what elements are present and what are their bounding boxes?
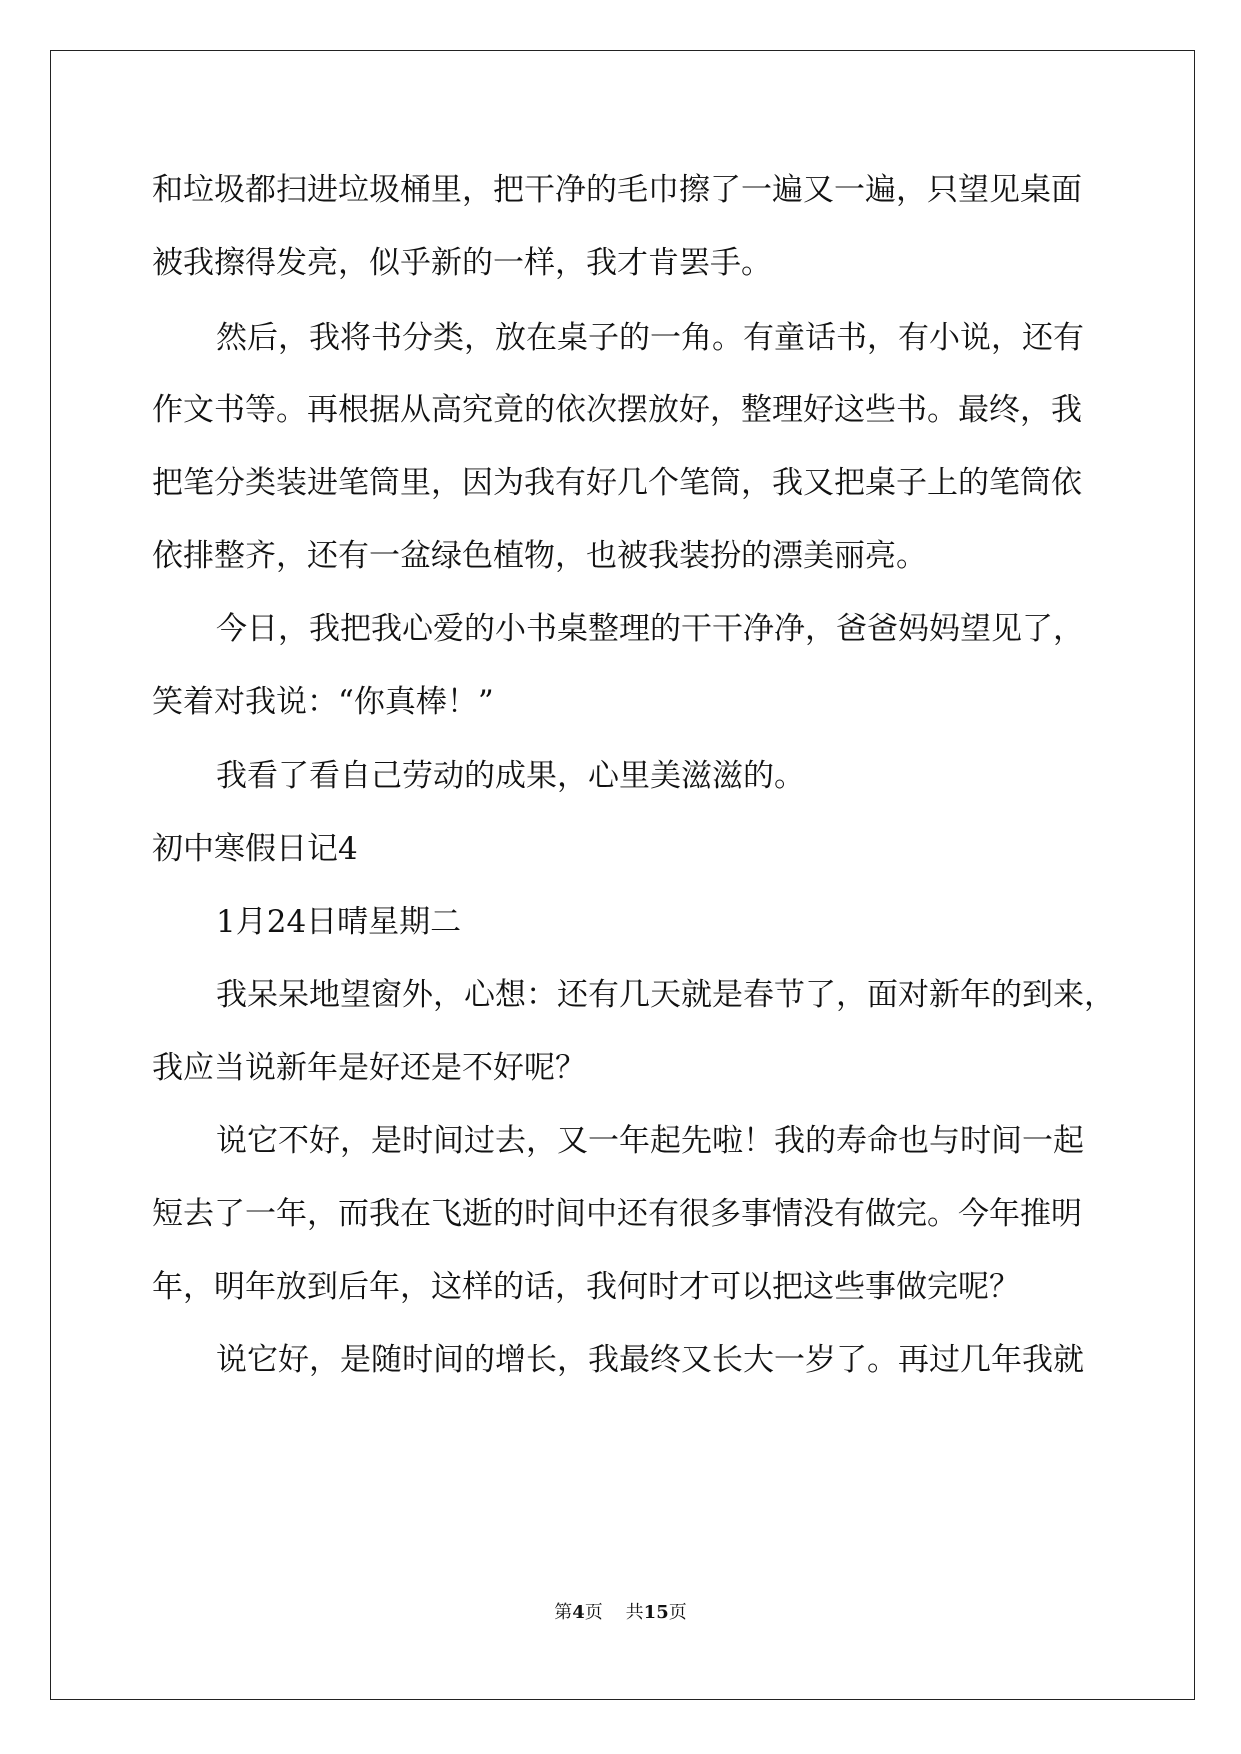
text-line: 和垃圾都扫进垃圾桶里，把干净的毛巾擦了一遍又一遍，只望见桌面: [152, 172, 1082, 208]
text-line: 依排整齐，还有一盆绿色植物，也被我装扮的漂美丽亮。: [152, 538, 927, 574]
text-line: 1月24日晴星期二: [216, 904, 462, 940]
page-border: [50, 50, 1195, 1700]
page-prefix: 第: [554, 1602, 573, 1623]
text-line: 初中寒假日记4: [152, 831, 358, 867]
page-footer: [0, 1598, 1241, 1624]
text-line: 笑着对我说：“你真棒！”: [152, 684, 494, 720]
text-line: 我看了看自己劳动的成果，心里美滋滋的。: [216, 758, 805, 794]
page-suffix: 页: [584, 1602, 603, 1623]
text-line: 然后，我将书分类，放在桌子的一角。有童话书，有小说，还有: [216, 320, 1084, 356]
total-suffix: 页: [668, 1602, 687, 1623]
text-line: 短去了一年，而我在飞逝的时间中还有很多事情没有做完。今年推明: [152, 1196, 1082, 1232]
text-line: 把笔分类装进笔筒里，因为我有好几个笔筒，我又把桌子上的笔筒依: [152, 465, 1082, 501]
text-line: 我呆呆地望窗外，心想：还有几天就是春节了，面对新年的到来，: [216, 977, 1115, 1013]
text-line: 今日，我把我心爱的小书桌整理的干干净净，爸爸妈妈望见了，: [216, 611, 1084, 647]
text-line: 说它不好，是时间过去，又一年起先啦！我的寿命也与时间一起: [216, 1123, 1084, 1159]
text-line: 我应当说新年是好还是不好呢？: [152, 1050, 586, 1086]
text-line: 说它好，是随时间的增长，我最终又长大一岁了。再过几年我就: [216, 1342, 1084, 1378]
text-line: 作文书等。再根据从高究竟的依次摆放好，整理好这些书。最终，我: [152, 392, 1082, 428]
total-pages: 15: [643, 1602, 669, 1623]
text-line: 被我擦得发亮，似乎新的一样，我才肯罢手。: [152, 245, 772, 281]
text-line: 年，明年放到后年，这样的话，我何时才可以把这些事做完呢？: [152, 1269, 1020, 1305]
total-prefix: 共: [625, 1602, 644, 1623]
page-number: 4: [572, 1602, 585, 1623]
